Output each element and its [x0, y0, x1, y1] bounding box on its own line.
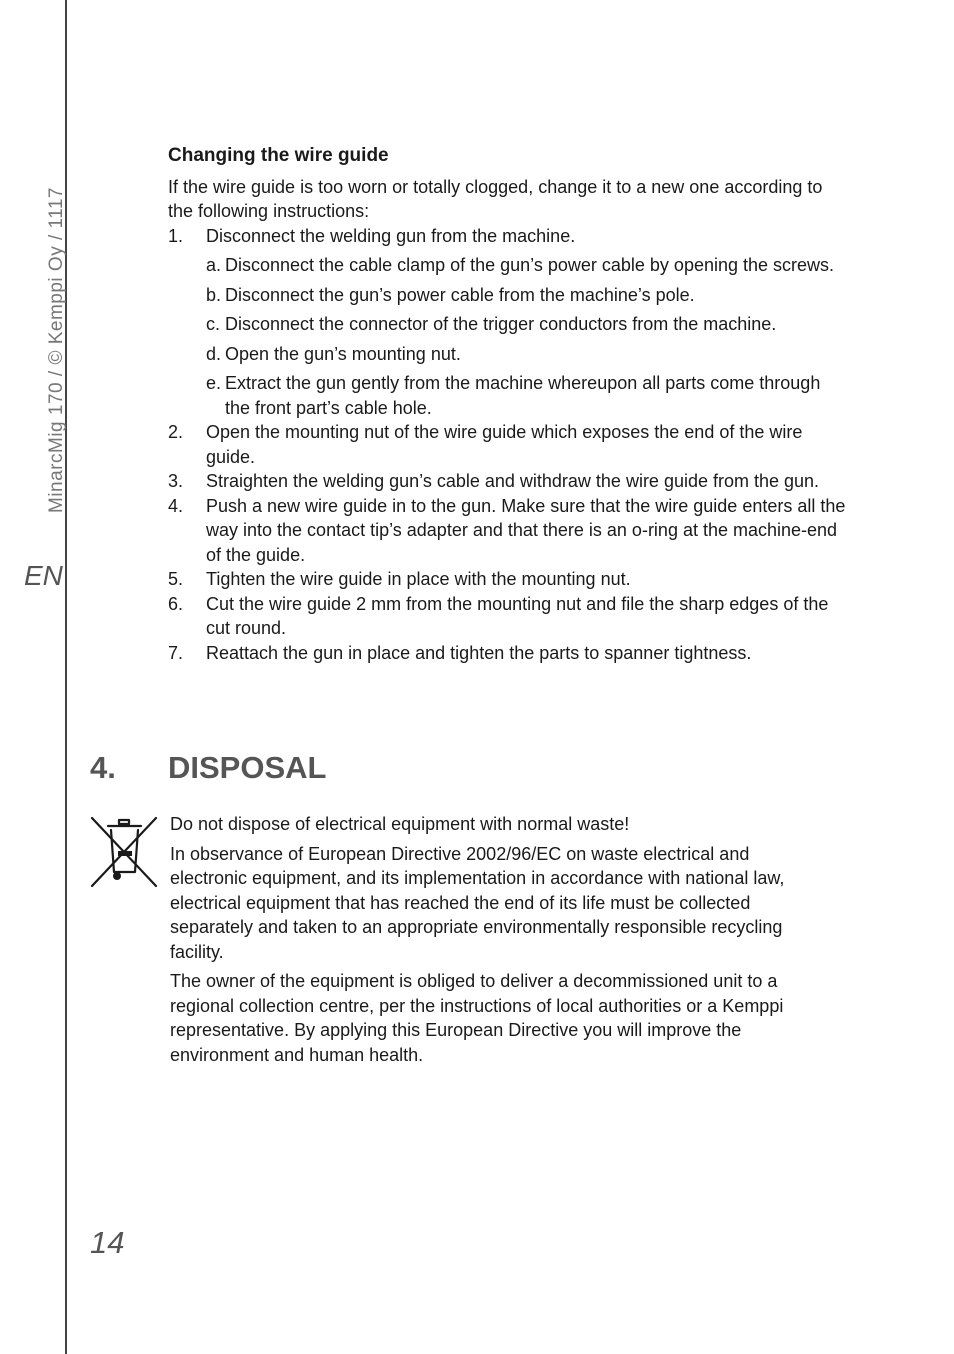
step-item [168, 592, 848, 641]
substep-letter: a. [206, 255, 222, 275]
substep-item [206, 283, 848, 308]
step-item [168, 469, 848, 494]
step-number: 7. [168, 642, 184, 663]
page-number: 14 [90, 1225, 125, 1260]
subsection-heading: Changing the wire guide [168, 145, 389, 166]
step-text: Cut the wire guide 2 mm from the mounting nut and file the sharp edges of the cut round. [206, 593, 829, 638]
step-number: 1. [168, 225, 184, 246]
step-number: 6. [168, 593, 184, 614]
wire-guide-section [168, 144, 848, 665]
substep-letter: b. [206, 284, 222, 305]
substep-text: Disconnect the cable clamp of the gun’s power cable by opening the screws. [225, 255, 835, 275]
substep-item [206, 342, 848, 367]
disposal-paragraph: Do not dispose of electrical equipment with normal waste! [170, 814, 630, 834]
step-number: 2. [168, 422, 184, 442]
substep-letter: e. [206, 373, 222, 393]
step-item [168, 420, 848, 469]
crossed-out-wheelie-bin-icon [88, 814, 160, 890]
section-number: 4. [90, 750, 116, 785]
disposal-paragraph: In observance of European Directive 2002/96/EC on waste electrical and electronic equipment, and its implementation in accordance with national law, electrical equipment that has reached the end of its life must be collected separately and taken to an appropriate environmentally responsible recycling facility. [170, 843, 785, 962]
substep-text: Disconnect the gun’s power cable from the machine’s pole. [225, 284, 695, 305]
section-title: DISPOSAL [168, 750, 327, 785]
substep-item [206, 253, 848, 278]
substeps-list [206, 253, 848, 420]
disposal-paragraph: The owner of the equipment is obliged to deliver a decommissioned unit to a regional collection centre, per the instructions of local authorities or a Kemppi representative. By applying this European Directive you will improve the environment and human health. [170, 971, 784, 1065]
substep-item [206, 371, 848, 420]
step-item [168, 224, 848, 421]
step-text: Straighten the welding gun’s cable and withdraw the wire guide from the gun. [206, 471, 820, 491]
disposal-heading [90, 750, 326, 786]
disposal-text [170, 812, 810, 1072]
step-text: Disconnect the welding gun from the machine. [206, 225, 576, 246]
step-text: Push a new wire guide in to the gun. Make sure that the wire guide enters all the way into the contact tip’s adapter and that there is an o-ring at the machine-end of the guide. [206, 495, 846, 565]
step-text: Reattach the gun in place and tighten the parts to spanner tightness. [206, 642, 752, 663]
language-code: EN [24, 560, 63, 591]
substep-item [206, 312, 848, 337]
substep-text: Open the gun’s mounting nut. [225, 343, 461, 364]
steps-list [168, 224, 848, 666]
substep-letter: d. [206, 343, 222, 364]
substep-letter: c. [206, 314, 221, 334]
step-text: Open the mounting nut of the wire guide which exposes the end of the wire guide. [206, 422, 803, 467]
step-item [168, 494, 848, 568]
substep-text: Disconnect the connector of the trigger conductors from the machine. [225, 314, 777, 334]
step-item [168, 567, 848, 592]
step-number: 3. [168, 471, 184, 491]
document-reference: MinarcMig 170 / © Kemppi Oy / 1117 [46, 187, 67, 513]
substep-text: Extract the gun gently from the machine whereupon all parts come through the front part’s cable hole. [225, 373, 821, 418]
step-number: 4. [168, 495, 184, 516]
step-item [168, 641, 848, 666]
step-text: Tighten the wire guide in place with the mounting nut. [206, 569, 631, 589]
intro-paragraph: If the wire guide is too worn or totally clogged, change it to a new one according to the following instructions: [168, 176, 823, 221]
step-number: 5. [168, 569, 184, 589]
